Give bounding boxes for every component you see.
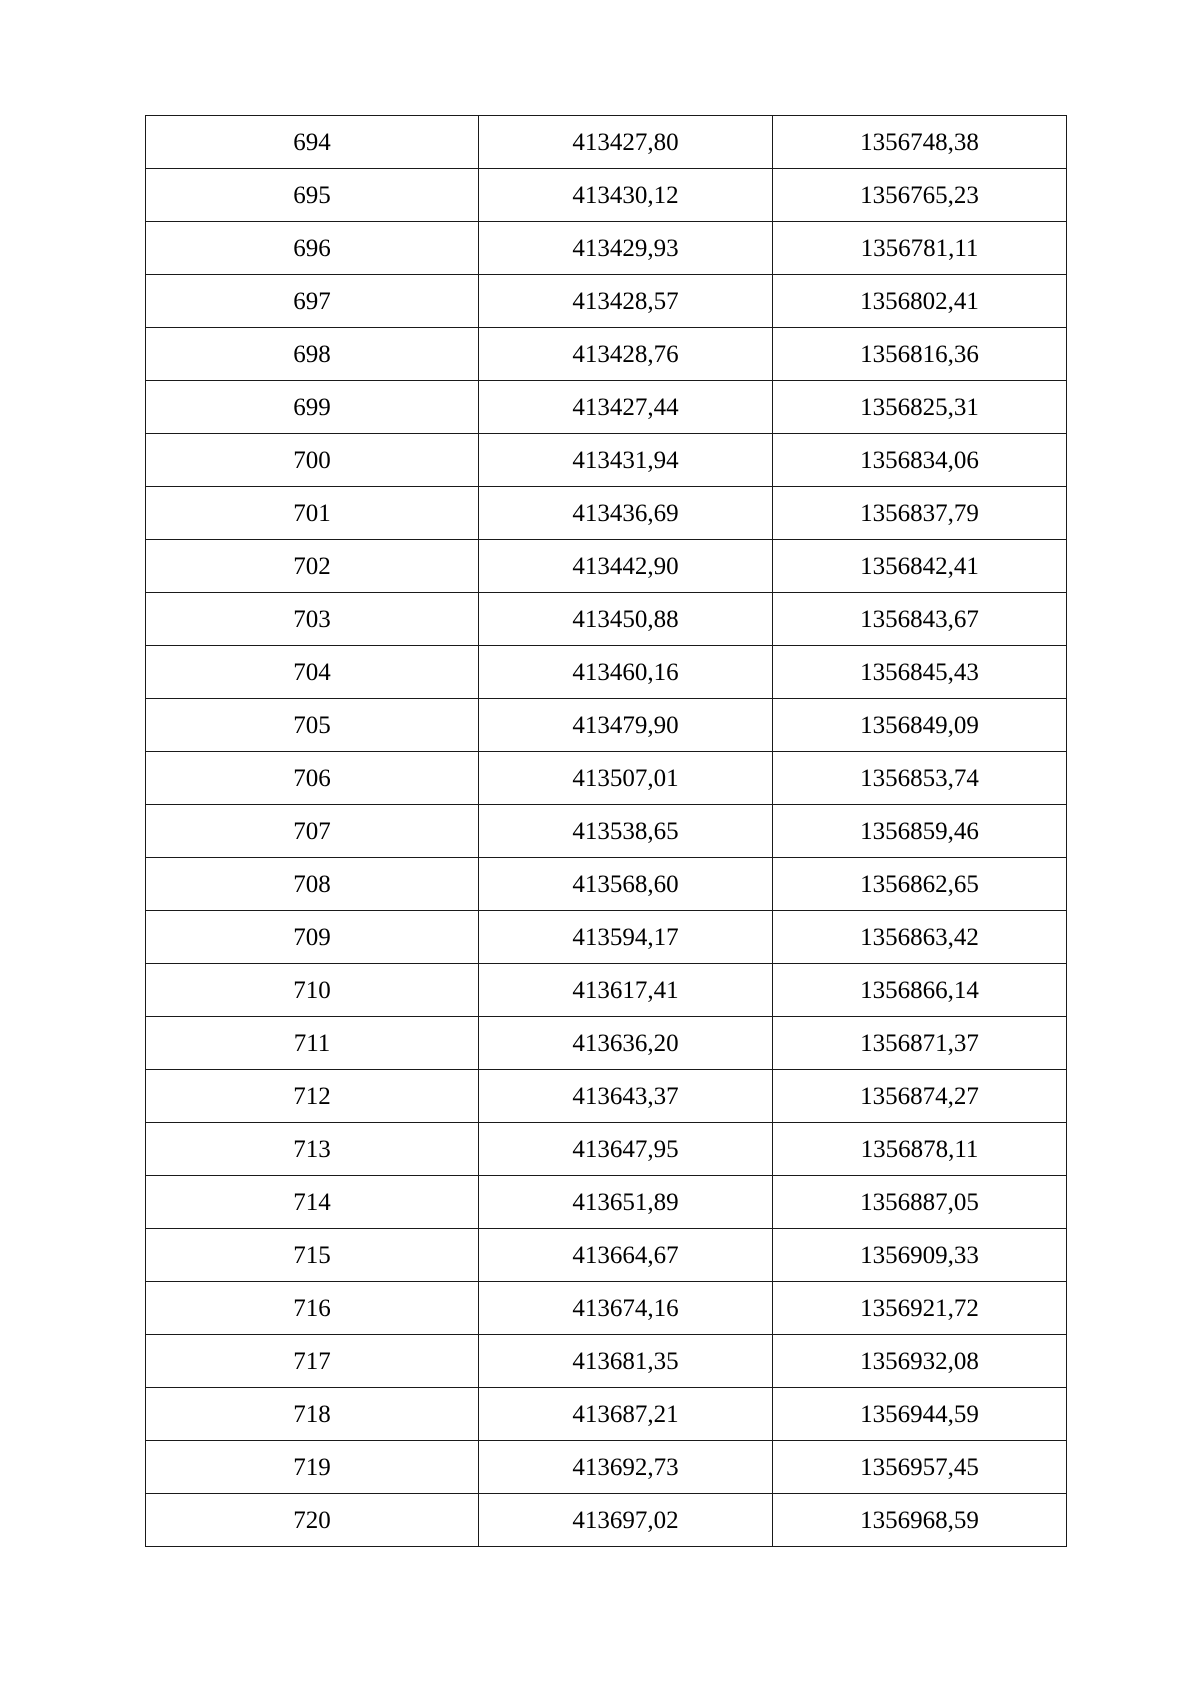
- y-coordinate-cell: 1356781,11: [773, 222, 1067, 275]
- table-row: [146, 1123, 1067, 1176]
- y-coordinate-cell: 1356863,42: [773, 911, 1067, 964]
- x-coordinate-cell: 413674,16: [479, 1282, 773, 1335]
- x-coordinate-cell: 413681,35: [479, 1335, 773, 1388]
- coordinates-table-body: [146, 116, 1067, 1547]
- table-row: [146, 1388, 1067, 1441]
- point-number-cell: 702: [146, 540, 479, 593]
- table-row: [146, 752, 1067, 805]
- point-number-cell: 695: [146, 169, 479, 222]
- x-coordinate-cell: 413647,95: [479, 1123, 773, 1176]
- y-coordinate-cell: 1356878,11: [773, 1123, 1067, 1176]
- x-coordinate-cell: 413538,65: [479, 805, 773, 858]
- point-number-cell: 699: [146, 381, 479, 434]
- table-row: [146, 222, 1067, 275]
- table-row: [146, 858, 1067, 911]
- x-coordinate-cell: 413429,93: [479, 222, 773, 275]
- table-row: [146, 434, 1067, 487]
- y-coordinate-cell: 1356957,45: [773, 1441, 1067, 1494]
- point-number-cell: 712: [146, 1070, 479, 1123]
- x-coordinate-cell: 413442,90: [479, 540, 773, 593]
- y-coordinate-cell: 1356871,37: [773, 1017, 1067, 1070]
- point-number-cell: 703: [146, 593, 479, 646]
- table-row: [146, 1335, 1067, 1388]
- point-number-cell: 719: [146, 1441, 479, 1494]
- point-number-cell: 700: [146, 434, 479, 487]
- x-coordinate-cell: 413428,57: [479, 275, 773, 328]
- x-coordinate-cell: 413428,76: [479, 328, 773, 381]
- point-number-cell: 713: [146, 1123, 479, 1176]
- y-coordinate-cell: 1356834,06: [773, 434, 1067, 487]
- point-number-cell: 708: [146, 858, 479, 911]
- y-coordinate-cell: 1356944,59: [773, 1388, 1067, 1441]
- y-coordinate-cell: 1356862,65: [773, 858, 1067, 911]
- point-number-cell: 716: [146, 1282, 479, 1335]
- point-number-cell: 711: [146, 1017, 479, 1070]
- y-coordinate-cell: 1356765,23: [773, 169, 1067, 222]
- table-row: [146, 1017, 1067, 1070]
- y-coordinate-cell: 1356842,41: [773, 540, 1067, 593]
- y-coordinate-cell: 1356843,67: [773, 593, 1067, 646]
- y-coordinate-cell: 1356748,38: [773, 116, 1067, 169]
- x-coordinate-cell: 413636,20: [479, 1017, 773, 1070]
- x-coordinate-cell: 413460,16: [479, 646, 773, 699]
- table-row: [146, 911, 1067, 964]
- x-coordinate-cell: 413664,67: [479, 1229, 773, 1282]
- table-row: [146, 593, 1067, 646]
- y-coordinate-cell: 1356866,14: [773, 964, 1067, 1017]
- point-number-cell: 707: [146, 805, 479, 858]
- coordinates-table: [145, 115, 1067, 1547]
- point-number-cell: 720: [146, 1494, 479, 1547]
- point-number-cell: 705: [146, 699, 479, 752]
- point-number-cell: 709: [146, 911, 479, 964]
- x-coordinate-cell: 413427,80: [479, 116, 773, 169]
- table-row: [146, 328, 1067, 381]
- y-coordinate-cell: 1356921,72: [773, 1282, 1067, 1335]
- x-coordinate-cell: 413431,94: [479, 434, 773, 487]
- table-row: [146, 699, 1067, 752]
- y-coordinate-cell: 1356853,74: [773, 752, 1067, 805]
- x-coordinate-cell: 413651,89: [479, 1176, 773, 1229]
- x-coordinate-cell: 413507,01: [479, 752, 773, 805]
- y-coordinate-cell: 1356859,46: [773, 805, 1067, 858]
- table-row: [146, 169, 1067, 222]
- table-row: [146, 964, 1067, 1017]
- point-number-cell: 694: [146, 116, 479, 169]
- point-number-cell: 714: [146, 1176, 479, 1229]
- table-row: [146, 381, 1067, 434]
- y-coordinate-cell: 1356845,43: [773, 646, 1067, 699]
- x-coordinate-cell: 413568,60: [479, 858, 773, 911]
- y-coordinate-cell: 1356968,59: [773, 1494, 1067, 1547]
- table-row: [146, 116, 1067, 169]
- point-number-cell: 717: [146, 1335, 479, 1388]
- point-number-cell: 704: [146, 646, 479, 699]
- table-row: [146, 1282, 1067, 1335]
- y-coordinate-cell: 1356887,05: [773, 1176, 1067, 1229]
- point-number-cell: 715: [146, 1229, 479, 1282]
- y-coordinate-cell: 1356825,31: [773, 381, 1067, 434]
- table-row: [146, 540, 1067, 593]
- x-coordinate-cell: 413436,69: [479, 487, 773, 540]
- y-coordinate-cell: 1356837,79: [773, 487, 1067, 540]
- point-number-cell: 718: [146, 1388, 479, 1441]
- point-number-cell: 706: [146, 752, 479, 805]
- point-number-cell: 696: [146, 222, 479, 275]
- y-coordinate-cell: 1356874,27: [773, 1070, 1067, 1123]
- x-coordinate-cell: 413479,90: [479, 699, 773, 752]
- x-coordinate-cell: 413617,41: [479, 964, 773, 1017]
- y-coordinate-cell: 1356816,36: [773, 328, 1067, 381]
- x-coordinate-cell: 413450,88: [479, 593, 773, 646]
- table-row: [146, 1176, 1067, 1229]
- table-row: [146, 1070, 1067, 1123]
- point-number-cell: 698: [146, 328, 479, 381]
- y-coordinate-cell: 1356802,41: [773, 275, 1067, 328]
- x-coordinate-cell: 413430,12: [479, 169, 773, 222]
- point-number-cell: 697: [146, 275, 479, 328]
- table-row: [146, 805, 1067, 858]
- x-coordinate-cell: 413594,17: [479, 911, 773, 964]
- x-coordinate-cell: 413687,21: [479, 1388, 773, 1441]
- point-number-cell: 701: [146, 487, 479, 540]
- x-coordinate-cell: 413643,37: [479, 1070, 773, 1123]
- x-coordinate-cell: 413692,73: [479, 1441, 773, 1494]
- y-coordinate-cell: 1356849,09: [773, 699, 1067, 752]
- x-coordinate-cell: 413427,44: [479, 381, 773, 434]
- table-row: [146, 1441, 1067, 1494]
- table-row: [146, 275, 1067, 328]
- table-row: [146, 1494, 1067, 1547]
- y-coordinate-cell: 1356909,33: [773, 1229, 1067, 1282]
- table-row: [146, 487, 1067, 540]
- x-coordinate-cell: 413697,02: [479, 1494, 773, 1547]
- table-row: [146, 1229, 1067, 1282]
- point-number-cell: 710: [146, 964, 479, 1017]
- table-row: [146, 646, 1067, 699]
- y-coordinate-cell: 1356932,08: [773, 1335, 1067, 1388]
